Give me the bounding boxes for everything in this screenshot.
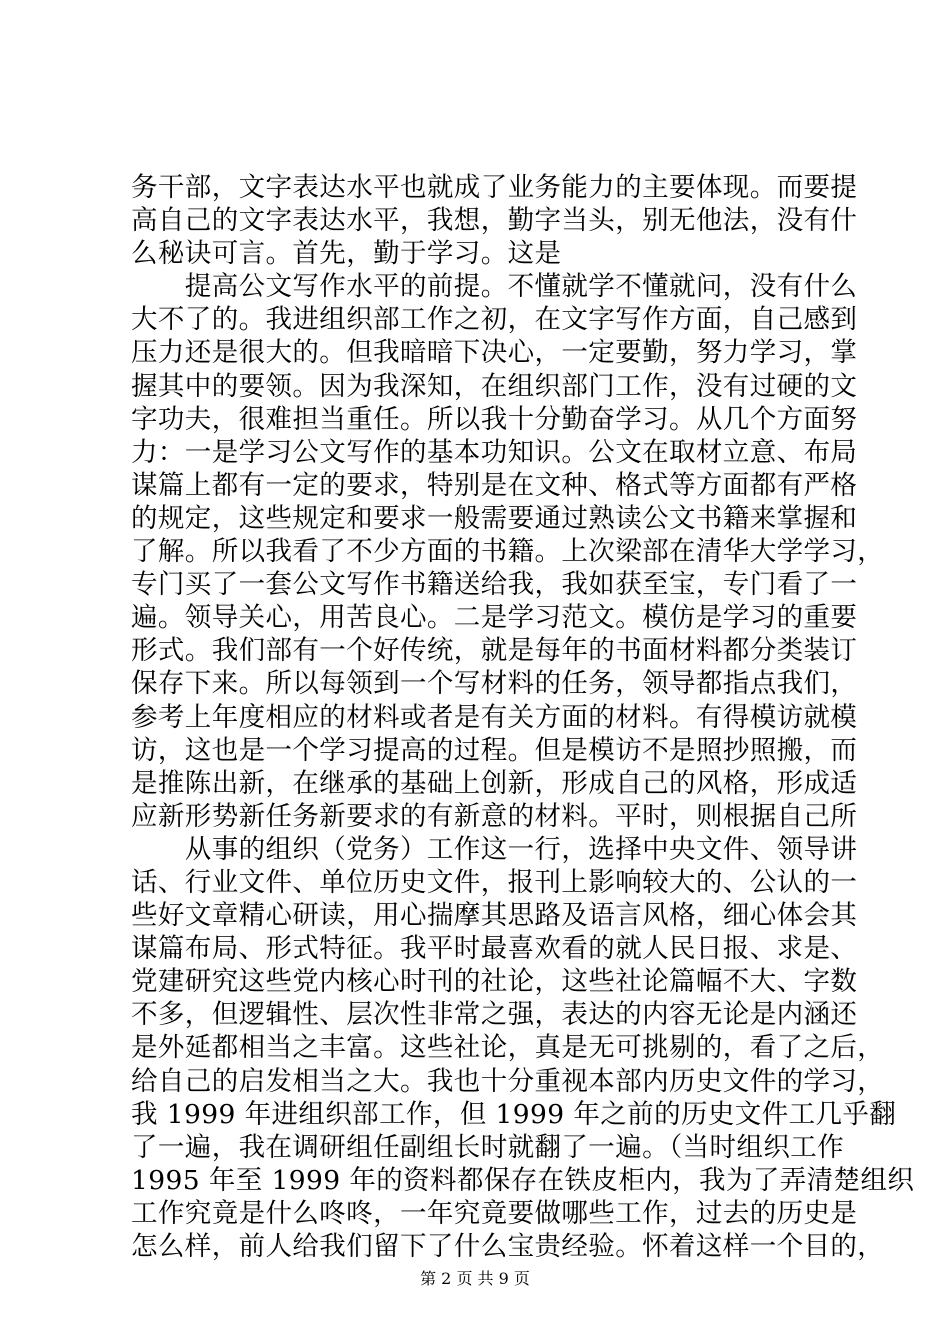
text-line: 压力还是很大的。但我暗暗下决心，一定要勤，努力学习，掌 — [131, 337, 858, 369]
text-line: 谋篇上都有一定的要求，特别是在文种、格式等方面都有严格 — [131, 469, 858, 501]
text-line: 大不了的。我进组织部工作之初，在文字写作方面，自己感到 — [131, 304, 858, 336]
body-text — [131, 171, 915, 1263]
text-line: 给自己的启发相当之大。我也十分重视本部内历史文件的学习， — [131, 1065, 885, 1097]
text-line: 高自己的文字表达水平，我想，勤字当头，别无他法，没有什 — [131, 205, 858, 237]
text-line: 工作究竟是什么咚咚，一年究竟要做哪些工作，过去的历史是 — [131, 1197, 858, 1229]
text-line: 应新形势新任务新要求的有新意的材料。平时，则根据自己所 — [131, 800, 858, 832]
text-line: 1995 年至 1999 年的资料都保存在铁皮柜内，我为了弄清楚组织 — [131, 1164, 915, 1196]
page-number-label: 第 2 页 共 9 页 — [420, 1269, 530, 1288]
text-line: 我 1999 年进组织部工作，但 1999 年之前的历史文件工几乎翻 — [131, 1098, 897, 1130]
text-line: 话、行业文件、单位历史文件，报刊上影响较大的、公认的一 — [131, 866, 858, 898]
text-line: 形式。我们部有一个好传统，就是每年的书面材料都分类装订 — [131, 635, 858, 667]
text-line: 力：一是学习公文写作的基本功知识。公文在取材立意、布局 — [131, 436, 858, 468]
text-line: 参考上年度相应的材料或者是有关方面的材料。有得模访就模 — [131, 701, 858, 733]
text-line: 保存下来。所以每领到一个写材料的任务，领导都指点我们， — [131, 668, 858, 700]
page-footer — [0, 1266, 950, 1289]
text-line: 提高公文写作水平的前提。不懂就学不懂就问，没有什么 — [131, 271, 858, 303]
text-line: 怎么样，前人给我们留下了什么宝贵经验。怀着这样一个目的， — [131, 1231, 885, 1262]
text-line: 了解。所以我看了不少方面的书籍。上次梁部在清华大学学习， — [131, 536, 885, 568]
text-line: 遍。领导关心，用苦良心。二是学习范文。模仿是学习的重要 — [131, 602, 858, 634]
text-line: 专门买了一套公文写作书籍送给我，我如获至宝，专门看了一 — [131, 569, 858, 601]
text-line: 么秘诀可言。首先，勤于学习。这是 — [131, 238, 562, 270]
text-line: 是推陈出新，在继承的基础上创新，形成自己的风格，形成适 — [131, 767, 858, 799]
text-line: 从事的组织（党务）工作这一行，选择中央文件、领导讲 — [131, 833, 858, 865]
text-line: 字功夫，很难担当重任。所以我十分勤奋学习。从几个方面努 — [131, 403, 858, 435]
text-line: 不多，但逻辑性、层次性非常之强，表达的内容无论是内涵还 — [131, 999, 858, 1031]
text-line: 些好文章精心研读，用心揣摩其思路及语言风格，细心体会其 — [131, 900, 858, 932]
text-line: 谋篇布局、形式特征。我平时最喜欢看的就人民日报、求是、 — [131, 933, 858, 965]
text-line: 访，这也是一个学习提高的过程。但是模访不是照抄照搬，而 — [131, 734, 858, 766]
text-line: 党建研究这些党内核心时刊的社论，这些社论篇幅不大、字数 — [131, 966, 858, 998]
text-line: 是外延都相当之丰富。这些社论，真是无可挑剔的，看了之后， — [131, 1032, 885, 1064]
text-line: 的规定，这些规定和要求一般需要通过熟读公文书籍来掌握和 — [131, 502, 858, 534]
text-line: 握其中的要领。因为我深知，在组织部门工作，没有过硬的文 — [131, 370, 858, 402]
text-line: 务干部，文字表达水平也就成了业务能力的主要体现。而要提 — [131, 172, 858, 203]
text-line: 了一遍，我在调研组任副组长时就翻了一遍。（当时组织工作 — [131, 1131, 845, 1163]
